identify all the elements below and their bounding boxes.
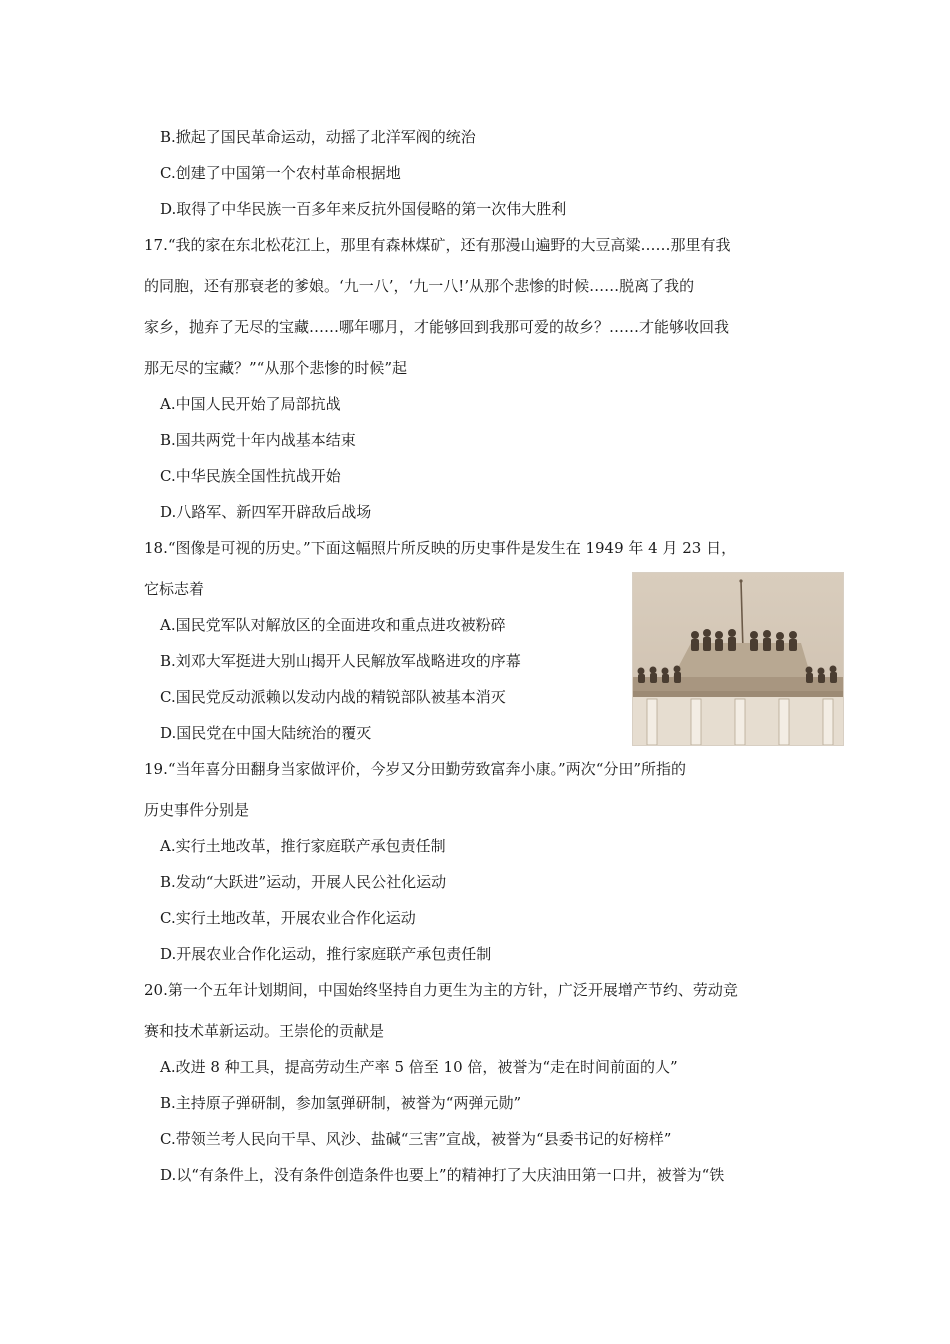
historical-photo <box>632 572 844 746</box>
q18-option-c: C.国民党反动派赖以发动内战的精锐部队被基本消灭 <box>160 688 506 706</box>
q19-stem-line: 历史事件分别是 <box>144 801 250 819</box>
q20-option-c: C.带领兰考人民向干旱、风沙、盐碱“三害”宣战，被誉为“县委书记的好榜样” <box>160 1130 672 1148</box>
q19-option-b: B.发动“大跃进”运动，开展人民公社化运动 <box>160 873 447 891</box>
q16-option-c: C.创建了中国第一个农村革命根据地 <box>160 164 401 182</box>
q18-stem-line: 它标志着 <box>144 580 205 598</box>
q16-option-d: D.取得了中华民族一百多年来反抗外国侵略的第一次伟大胜利 <box>160 200 567 218</box>
q18-option-a: A.国民党军队对解放区的全面进攻和重点进攻被粉碎 <box>160 616 506 634</box>
q17-option-c: C.中华民族全国性抗战开始 <box>160 467 341 485</box>
q17-stem-line: 那无尽的宝藏？”“从那个悲惨的时候”起 <box>144 359 408 377</box>
q20-option-a: A.改进 8 种工具，提高劳动生产率 5 倍至 10 倍，被誉为“走在时间前面的人” <box>160 1058 678 1076</box>
q17-stem-line: 家乡，抛弃了无尽的宝藏……哪年哪月，才能够回到我那可爱的故乡？……才能够收回我 <box>144 318 730 336</box>
q20-stem-line: 赛和技术革新运动。王崇伦的贡献是 <box>144 1022 385 1040</box>
q19-option-a: A.实行土地改革，推行家庭联产承包责任制 <box>160 837 446 855</box>
q20-option-b: B.主持原子弹研制，参加氢弹研制，被誉为“两弹元勋” <box>160 1094 522 1112</box>
q17-stem-line: 的同胞，还有那衰老的爹娘。‘九一八’，‘九一八!’从那个悲惨的时候……脱离了我的 <box>144 277 695 295</box>
q17-stem-line: 17.“我的家在东北松花江上，那里有森林煤矿，还有那漫山遍野的大豆高粱……那里有我 <box>144 236 731 254</box>
q19-option-d: D.开展农业合作化运动，推行家庭联产承包责任制 <box>160 945 492 963</box>
q16-option-b: B.掀起了国民革命运动，动摇了北洋军阀的统治 <box>160 128 476 146</box>
q19-option-c: C.实行土地改革，开展农业合作化运动 <box>160 909 416 927</box>
q20-stem-line: 20.第一个五年计划期间，中国始终坚持自力更生为主的方针，广泛开展增产节约、劳动竞 <box>144 981 738 999</box>
q17-option-d: D.八路军、新四军开辟敌后战场 <box>160 503 372 521</box>
q20-option-d: D.以“有条件上，没有条件创造条件也要上”的精神打了大庆油田第一口井，被誉为“铁 <box>160 1166 725 1184</box>
q18-option-b: B.刘邓大军挺进大别山揭开人民解放军战略进攻的序幕 <box>160 652 521 670</box>
q17-option-a: A.中国人民开始了局部抗战 <box>160 395 341 413</box>
q19-stem-line: 19.“当年喜分田翻身当家做评价，今岁又分田勤劳致富奔小康。”两次“分田”所指的 <box>144 760 687 778</box>
q17-option-b: B.国共两党十年内战基本结束 <box>160 431 356 449</box>
q18-stem-line: 18.“图像是可视的历史。”下面这幅照片所反映的历史事件是发生在 1949 年 4 月 23 日， <box>144 539 737 557</box>
q18-option-d: D.国民党在中国大陆统治的覆灭 <box>160 724 372 742</box>
